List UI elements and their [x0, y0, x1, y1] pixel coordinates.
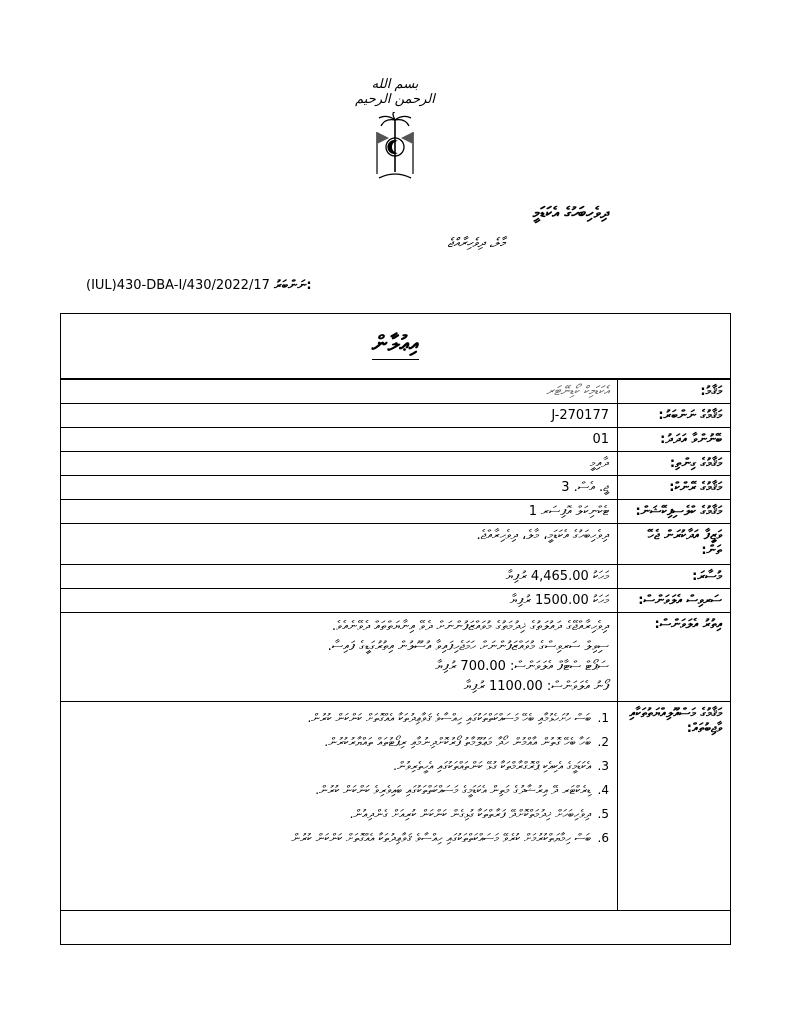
reference-line: [86, 278, 326, 293]
table-row: [61, 452, 731, 476]
allowance-line: ސަޕޯޓް ސްޓާފް އެލަވަންސް: 700.00 ރުފިޔާ: [435, 659, 609, 674]
position-number-text: J-270177: [551, 408, 609, 423]
item-text: ދިވެހިބަހަށް ޚިދުމަތްކޮށްދޭ ފަރާތްތަކާ ގުޅިގެން ކަންކަން ކުރިއަށް ގެންދިއުން.: [349, 807, 591, 821]
allowance-line: ސިވިލް ސަރވިސްގެ މުވައްޒަފުންނަށް ހަމަޖެހިފައިވާ އުސޫލުން އިތުރުގަޑީގެ ފައިސާ.: [327, 639, 609, 654]
salary-label: މުސާރަ:: [618, 565, 731, 589]
list-item: [69, 781, 609, 799]
table-row: [61, 428, 731, 452]
position-value: އެކަޑަމިކް ކޯޑިނޭޓަރ: [61, 380, 618, 404]
other-allowances-label: އިތުރު އެލަވަންސް:: [618, 613, 731, 702]
bismillah-calligraphy: بسم الله الرحمن الرحيم: [355, 77, 435, 107]
position-label: މަޤާމު:: [618, 380, 731, 404]
allowance-line: ފޯނު އެލަވަންސް: 1100.00 ރުފިޔާ: [463, 679, 609, 694]
state-emblem-icon: [365, 112, 425, 187]
item-text: އެކަޑަމީގެ އެކިއެކި ޕްރޮގްރާމްތަކާ ގުޅޭ ކަންތައްތަކުގައި އެހީތެރިވުން.: [393, 759, 591, 773]
vacancies-value: 01: [61, 428, 618, 452]
table-row: [61, 565, 731, 589]
duties-label: މަޤާމުގެ މަސްއޫލިއްޔަތުތަކާއި ވާޖިބުތައް:: [618, 702, 731, 911]
rank-value: ޖީ. އެސް. 3: [61, 476, 618, 500]
service-allowance-label: ސަރވިސް އެލަވަންސް:: [618, 589, 731, 613]
reference-number: (IUL)430-DBA-I/430/2022/17: [86, 278, 270, 293]
item-number: 3.: [597, 759, 609, 773]
item-text: ބަސް ހިމާޔަތްކުރުމަށް ކުރެވޭ މަސައްކަތްތަކުގައި ހިއްސާވެ ޤަވާޢިދުތަކާ އެއްގޮތަށް ކަންކަން ކުރުން: [291, 831, 591, 845]
table-row: [61, 476, 731, 500]
reference-label: ނަންބަރު:: [274, 278, 312, 293]
table-row: [61, 404, 731, 428]
item-text: ޑިރެކްޓަރ ދޭ އިރުޝާދުގެ މަތިން އެކަޑަމީގެ މަސައްކަތްތަކުގައި ބައިވެރިވެ ކަންކަން ކުރުން.: [315, 783, 591, 797]
table-row: [61, 589, 731, 613]
list-item: [69, 805, 609, 823]
item-text: ބަހާ ބެހޭ ގޮތުން އާއްމުން ހޯދާ މަޢުލޫމާތު ފޯރުކޮށްދިނުމާއި ރިޕޯޓުތައް ތައްޔާރުކުރުން.: [324, 735, 591, 749]
list-item: [69, 709, 609, 727]
item-number: 1.: [597, 711, 609, 725]
office-title: ދިވެހިބަހުގެ އެކަޑަމީ: [532, 203, 609, 222]
type-value: ދާއިމީ: [61, 452, 618, 476]
list-item: [69, 829, 609, 847]
service-allowance-value: މަހަކު 1500.00 ރުފިޔާ: [61, 589, 618, 613]
item-text: ބަސް ހުށަހެޅުމާއި ބެހޭ މަސައްކަތްތަކުގައި ހިއްސާވެ ޤަވާޢިދުތަކާ އެއްގޮތަށް ކަންކަން ކުރުން.: [307, 711, 591, 725]
notice-title-box: [60, 313, 731, 379]
workplace-value: ދިވެހިބަހުގެ އެކަޑަމީ، މާލެ، ދިވެހިރާއްޖެ.: [61, 524, 618, 565]
position-number-value: [61, 404, 618, 428]
table-row: [61, 613, 731, 702]
notice-table: [60, 379, 731, 911]
table-row: [61, 524, 731, 565]
notice-title: އިޢުލާން: [372, 332, 419, 360]
position-number-label: މަޤާމުގެ ނަންބަރު:: [618, 404, 731, 428]
vacancies-label: ބޭނުންވާ އަދަދު:: [618, 428, 731, 452]
other-allowances-value: [61, 613, 618, 702]
table-row: [61, 380, 731, 404]
allowance-line: ދިވެހިރާއްޖޭގެ ދައުލަތުގެ ޚިދުމަތުގެ މުވައްޒަފުންނަށް ދެވޭ އިނާޔަތްތައް ދެވޭނެއެވެ.: [331, 619, 609, 634]
duties-list: [69, 709, 609, 847]
item-number: 5.: [597, 807, 609, 821]
salary-value: މަހަކު 4,465.00 ރުފިޔާ: [61, 565, 618, 589]
list-item: [69, 757, 609, 775]
duties-value: [61, 702, 618, 911]
table-row: [61, 702, 731, 911]
item-number: 2.: [597, 735, 609, 749]
type-label: މަޤާމުގެ ގިންތި:: [618, 452, 731, 476]
table-row: [61, 500, 731, 524]
list-item: [69, 733, 609, 751]
rank-label: މަޤާމުގެ ރޭންކް:: [618, 476, 731, 500]
workplace-label: ވަޒީފާ އަދާކުރަން ޖެހޭ ތަން:: [618, 524, 731, 565]
item-number: 4.: [597, 783, 609, 797]
item-number: 6.: [597, 831, 609, 845]
classification-value: ޓެކްނިކަލް އޮފިސަރ 1: [61, 500, 618, 524]
classification-label: މަޤާމުގެ ކްލެސިފިކޭޝަން:: [618, 500, 731, 524]
office-location: މާލެ، ދިވެހިރާއްޖެ: [447, 236, 505, 251]
